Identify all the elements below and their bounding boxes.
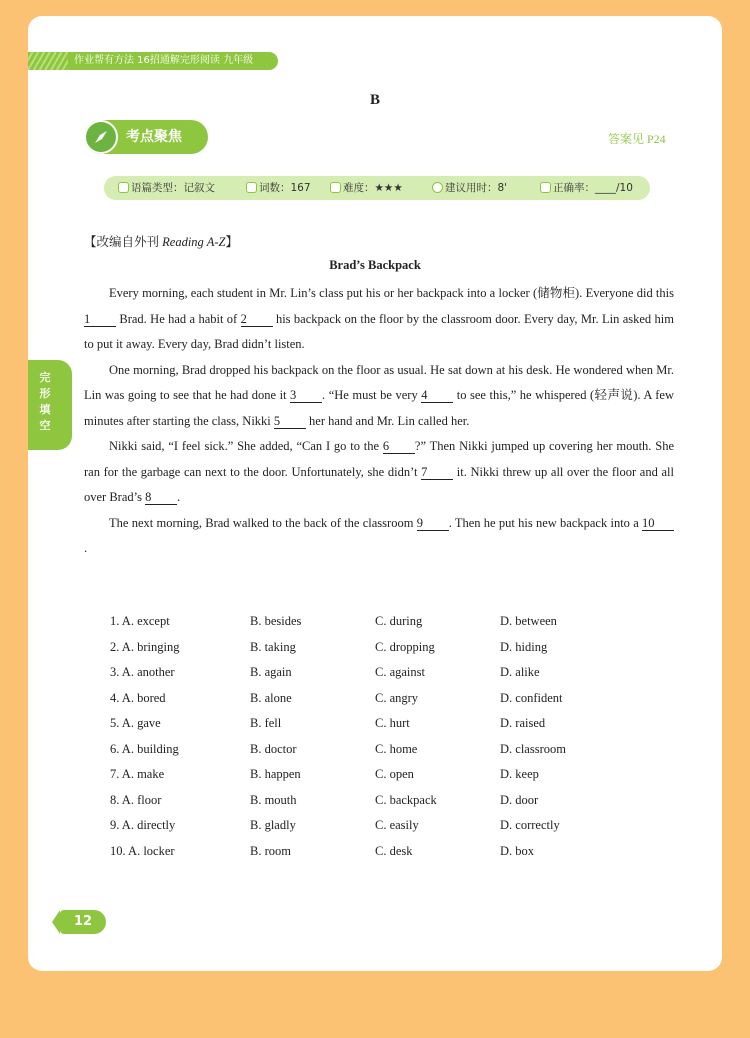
blank-7: 7 — [421, 465, 453, 480]
option-choice: D. alike — [500, 665, 540, 679]
section-badge — [84, 120, 208, 154]
option-choice: D. confident — [500, 690, 563, 705]
source-line: 【改编自外刊 Reading A-Z】 — [84, 235, 238, 249]
option-choice: 2. A. bringing — [110, 639, 180, 654]
info-type: 语篇类型：记叙文 — [118, 176, 215, 200]
running-header — [28, 52, 278, 70]
option-choice: B. mouth — [250, 792, 297, 807]
option-choice: 5. A. gave — [110, 716, 161, 730]
option-choice: D. between — [500, 614, 557, 628]
option-choice: D. classroom — [500, 741, 566, 756]
passage-title: Brad’s Backpack — [329, 258, 421, 272]
book-icon — [118, 182, 129, 193]
option-row — [110, 691, 670, 717]
option-choice: D. correctly — [500, 818, 560, 832]
option-choice: 8. A. floor — [110, 792, 162, 807]
option-choice: D. hiding — [500, 639, 548, 654]
blank-3: 3 — [290, 388, 322, 403]
blank-4: 4 — [421, 388, 453, 403]
option-choice: 7. A. make — [110, 767, 165, 781]
option-choice: 3. A. another — [110, 665, 175, 679]
option-choice: C. angry — [375, 690, 419, 705]
blank-1: 1 — [84, 312, 116, 327]
option-row — [110, 665, 670, 691]
option-choice: B. doctor — [250, 741, 297, 756]
option-choice: C. desk — [375, 843, 413, 858]
check-icon — [540, 182, 551, 193]
option-choice: B. fell — [250, 716, 282, 730]
option-choice: C. easily — [375, 818, 419, 832]
paragraph-3: Nikki said, “I feel sick.” She added, “Can I go to the 6 ?” Then Nikki jumped up covering her mouth. She ran for the garbage can next to the door. Unfortunately, she didn’t 7 it. Nikki threw up all over the floor and all over Brad’s 8 . — [84, 439, 674, 504]
option-choice: 9. A. directly — [110, 818, 176, 832]
option-choice: C. hurt — [375, 716, 410, 730]
passage — [84, 281, 674, 562]
compass-icon — [84, 120, 118, 154]
option-row — [110, 793, 670, 819]
answer-reference: 答案见 P24 — [608, 132, 666, 146]
info-time: 建议用时：8' — [432, 176, 507, 200]
paragraph-1: Every morning, each student in Mr. Lin’s class put his or her backpack into a locker (储物柜). Everyone did this 1 Brad. He had a habit of 2 his backpack on the floor by the classroom door. Every day, Mr. Lin asked him to put it away. Every day, Brad didn’t listen. — [84, 286, 674, 351]
running-header-text: 作业帮有方法 16招通解完形阅读 九年级 — [74, 55, 254, 66]
blank-5: 5 — [274, 414, 306, 429]
option-choice: C. backpack — [375, 792, 437, 807]
option-row — [110, 844, 670, 870]
option-choice: C. dropping — [375, 639, 435, 654]
option-choice: C. during — [375, 614, 423, 628]
option-choice: 1. A. except — [110, 614, 170, 628]
option-row — [110, 767, 670, 793]
option-choice: B. again — [250, 665, 292, 679]
option-row — [110, 716, 670, 742]
option-row — [110, 614, 670, 640]
section-letter: B — [369, 92, 380, 108]
option-choice: C. against — [375, 665, 425, 679]
info-bar — [104, 176, 650, 200]
option-row — [110, 640, 670, 666]
blank-6: 6 — [383, 439, 415, 454]
option-choice: B. happen — [250, 767, 301, 781]
clock-icon — [432, 182, 443, 193]
blank-8: 8 — [145, 490, 177, 505]
thumb-icon — [330, 182, 341, 193]
info-difficulty: 难度：★★★ — [330, 176, 403, 200]
side-tab-label: 完形填空 — [39, 371, 51, 432]
option-choice: D. box — [500, 843, 535, 858]
section-badge-label: 考点聚焦 — [126, 129, 182, 145]
option-choice: D. keep — [500, 767, 539, 781]
info-accuracy: 正确率：____/10 — [540, 176, 633, 200]
paragraph-4: The next morning, Brad walked to the back of the classroom 9 . Then he put his new backpack into a 10. — [84, 511, 674, 562]
answer-options — [110, 614, 670, 869]
mail-icon — [246, 182, 257, 193]
option-choice: D. raised — [500, 716, 546, 730]
option-choice: B. taking — [250, 639, 296, 654]
info-words: 词数：167 — [246, 176, 311, 200]
paragraph-2: One morning, Brad dropped his backpack on the floor as usual. He sat down at his desk. He wondered when Mr. Lin was going to see that he had done it 3 . “He must be very 4 to see this,” he whispered (轻声说). A few minutes after starting the class, Nikki 5 her hand and Mr. Lin called her. — [84, 362, 674, 428]
option-choice: B. room — [250, 843, 291, 858]
side-tab — [28, 360, 72, 450]
option-choice: 6. A. building — [110, 741, 179, 756]
option-row — [110, 818, 670, 844]
option-choice: C. open — [375, 767, 414, 781]
option-row — [110, 742, 670, 768]
option-choice: C. home — [375, 741, 418, 756]
option-choice: B. gladly — [250, 818, 296, 832]
option-choice: D. door — [500, 792, 539, 807]
page-number: 12 — [60, 910, 106, 934]
blank-2: 2 — [241, 312, 273, 327]
option-choice: B. besides — [250, 614, 302, 628]
option-choice: 10. A. locker — [110, 843, 175, 858]
option-choice: 4. A. bored — [110, 690, 166, 705]
blank-9: 9 — [417, 516, 449, 531]
blank-10: 10 — [642, 516, 674, 531]
option-choice: B. alone — [250, 690, 292, 705]
